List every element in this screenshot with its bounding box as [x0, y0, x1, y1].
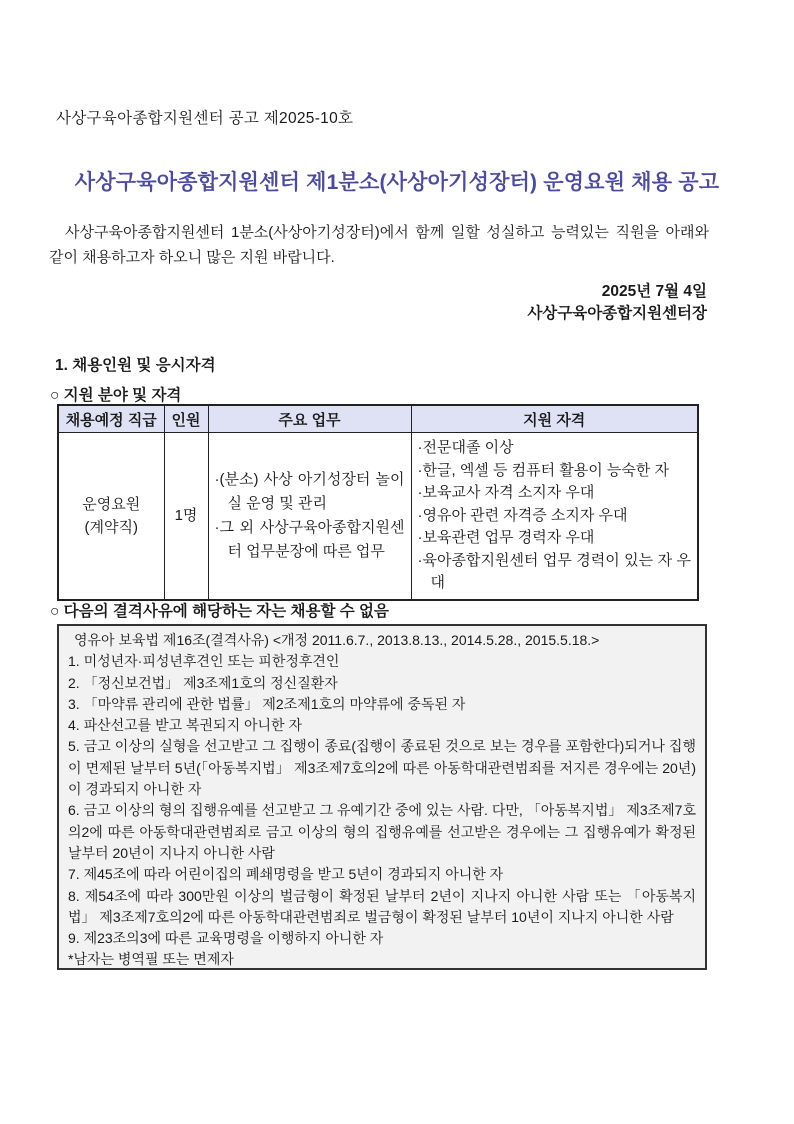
cell-qualifications — [411, 433, 698, 600]
list-item: 1. 미성년자·피성년후견인 또는 피한정후견인 — [68, 653, 340, 670]
disqualification-law-box — [57, 624, 707, 970]
list-item: *남자는 병역필 또는 면제자 — [68, 951, 234, 968]
list-item: · 한글, 엑셀 등 컴퓨터 활용이 능숙한 자 — [418, 460, 692, 483]
signature-block — [527, 281, 707, 325]
table-header-row — [58, 405, 698, 433]
list-item: · (분소) 사상 아기성장터 놀이실 운영 및 관리 — [215, 468, 405, 516]
column-header-duties: 주요 업무 — [208, 405, 411, 433]
law-box-title: 영유아 보육법 제16조(결격사유) <개정 2011.6.7., 2013.8.13., 2014.5.28., 2015.5.18.> — [74, 632, 600, 648]
list-item: · 보육관련 업무 경력자 우대 — [418, 527, 692, 550]
list-item: 5. 금고 이상의 실형을 선고받고 그 집행이 종료(집행이 종료된 것으로 보는 경우를 포함한다)되거나 집행이 면제된 날부터 5년(「아동복지법」 제3조제7호의2에 따른 아동학대관련범죄를 저지른 경우에는 20년)이 경과되지 아니한 자 — [68, 738, 696, 798]
list-item: 7. 제45조에 따라 어린이집의 폐쇄명령을 받고 5년이 경과되지 아니한 자 — [68, 866, 504, 883]
announcement-date: 2025년 7월 4일 — [601, 283, 707, 300]
law-box-lines — [68, 651, 696, 970]
list-item: 3. 「마약류 관리에 관한 법률」 제2조제1호의 마약류에 중독된 자 — [68, 695, 466, 712]
table-row — [58, 433, 698, 600]
column-header-count: 인원 — [164, 405, 208, 433]
list-item: 6. 금고 이상의 형의 집행유예를 선고받고 그 유예기간 중에 있는 사람. 다만, 「아동복지법」 제3조제7호의2에 따른 아동학대관련범죄로 금고 이상의 형의 집행유예를 선고받은 경우에는 그 집행유예가 확정된 날부터 20년이 지나지 아니한 사람 — [68, 802, 696, 861]
cell-position — [58, 433, 164, 600]
intro-paragraph: 사상구육아종합지원센터 1분소(사상아기성장터)에서 함께 일할 성실하고 능력있는 직원을 아래와 같이 채용하고자 하오니 많은 지원 바랍니다. — [49, 224, 709, 266]
position-type: (계약직) — [84, 518, 138, 536]
column-header-position: 채용예정 직급 — [58, 405, 164, 433]
list-item: 4. 파산선고를 받고 복권되지 아니한 자 — [68, 717, 302, 734]
list-item: · 육아종합지원센터 업무 경력이 있는 자 우대 — [418, 550, 692, 595]
position-name: 운영요원 — [82, 495, 141, 513]
list-item: · 전문대졸 이상 — [418, 437, 692, 460]
list-item: · 보육교사 자격 소지자 우대 — [418, 482, 692, 505]
cell-count: 1명 — [164, 433, 208, 600]
list-item: 9. 제23조의3에 따른 교육명령을 이행하지 아니한 자 — [68, 930, 384, 947]
recruitment-table — [57, 404, 699, 601]
list-item: · 그 외 사상구육아종합지원센터 업무분장에 따른 업무 — [215, 516, 405, 564]
doc-number: 사상구육아종합지원센터 공고 제2025-10호 — [56, 110, 354, 127]
section2-heading: ○ 다음의 결격사유에 해당하는 자는 채용할 수 없음 — [50, 603, 389, 620]
section1-sub-heading: ○ 지원 분야 및 자격 — [50, 387, 182, 404]
signer-title: 사상구육아종합지원센터장 — [527, 305, 707, 322]
cell-duties — [208, 433, 411, 600]
list-item: 2. 「정신보건법」 제3조제1호의 정신질환자 — [68, 674, 338, 691]
column-header-quals: 지원 자격 — [411, 405, 698, 433]
section1-heading: 1. 채용인원 및 응시자격 — [55, 357, 216, 374]
list-item: 8. 제54조에 따라 300만원 이상의 벌금형이 확정된 날부터 2년이 지나지 아니한 사람 또는 「아동복지법」 제3조제7호의2에 따른 아동학대관련범죄로 벌금형이 확정된 날부터 10년이 지나지 아니한 사람 — [68, 887, 696, 925]
list-item: · 영유아 관련 자격증 소지자 우대 — [418, 505, 692, 528]
page-title: 사상구육아종합지원센터 제1분소(사상아기성장터) 운영요원 채용 공고 — [74, 171, 720, 194]
